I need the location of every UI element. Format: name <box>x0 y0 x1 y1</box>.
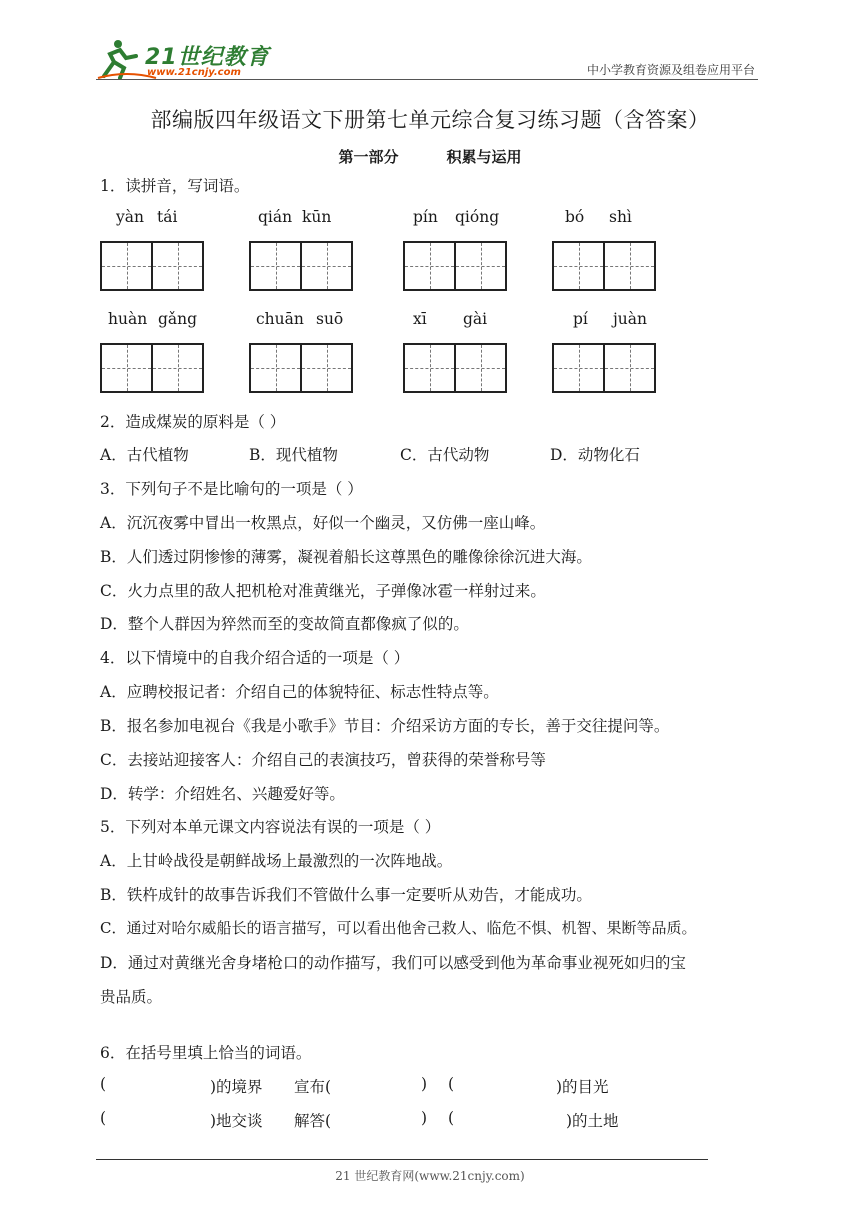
fill-blank-phrase[interactable]: )的目光 <box>556 1078 609 1096</box>
q4-stem: 4．以下情境中的自我介绍合适的一项是（ ） <box>100 649 410 667</box>
q3-stem: 3．下列句子不是比喻句的一项是（ ） <box>100 480 363 498</box>
fill-blank-phrase[interactable]: 宣布( <box>294 1078 332 1096</box>
footer-text[interactable]: 21 世纪教育网(www.21cnjy.com) <box>335 1169 525 1183</box>
fill-blank-open: ( <box>448 1075 455 1093</box>
footer-divider <box>96 1159 708 1160</box>
q2-stem: 2．造成煤炭的原料是（ ） <box>100 413 286 431</box>
pinyin: gǎng <box>158 310 198 328</box>
writing-grid[interactable] <box>552 241 656 291</box>
header-platform-text: 中小学教育资源及组卷应用平台 <box>586 63 755 77</box>
writing-grid[interactable] <box>249 241 353 291</box>
logo-url: www.21cnjy.com <box>147 67 241 78</box>
q5-option-d-continued: 贵品质。 <box>100 988 163 1006</box>
pinyin: pín <box>413 208 438 226</box>
q3-option-a[interactable]: A．沉沉夜雾中冒出一枚黑点，好似一个幽灵，又仿佛一座山峰。 <box>100 514 546 532</box>
pinyin: chuān <box>256 310 304 328</box>
q2-option-a[interactable]: A．古代植物 <box>100 446 189 464</box>
q6-stem: 6．在括号里填上恰当的词语。 <box>100 1044 312 1062</box>
pinyin: gài <box>463 310 488 328</box>
fill-blank-phrase[interactable]: 解答( <box>294 1112 332 1130</box>
fill-blank-open: ( <box>448 1109 455 1127</box>
writing-grid[interactable] <box>100 343 204 393</box>
writing-grid[interactable] <box>100 241 204 291</box>
pinyin: qián <box>258 208 293 226</box>
fill-blank-open: ( <box>100 1109 107 1127</box>
pinyin: qióng <box>455 208 500 226</box>
q4-option-d[interactable]: D．转学：介绍姓名、兴趣爱好等。 <box>100 785 345 803</box>
pinyin: huàn <box>108 310 148 328</box>
q4-option-c[interactable]: C．去接站迎接客人：介绍自己的表演技巧，曾获得的荣誉称号等 <box>100 751 546 769</box>
writing-grid[interactable] <box>249 343 353 393</box>
q4-option-b[interactable]: B．报名参加电视台《我是小歌手》节目：介绍采访方面的专长，善于交往提问等。 <box>100 717 670 735</box>
writing-grid[interactable] <box>403 241 507 291</box>
subtitle-topic: 积累与运用 <box>446 148 522 166</box>
fill-blank-close: ) <box>421 1109 428 1127</box>
pinyin: xī <box>413 310 427 328</box>
pinyin: suō <box>316 310 344 328</box>
pinyin: juàn <box>613 310 648 328</box>
pinyin: pí <box>573 310 588 328</box>
q5-option-c[interactable]: C．通过对哈尔威船长的语言描写，可以看出他舍己救人、临危不惧、机智、果断等品质。 <box>100 919 697 937</box>
pinyin: shì <box>609 208 632 226</box>
logo-text: 21世纪教育 <box>145 45 270 70</box>
q2-option-c[interactable]: C．古代动物 <box>400 446 490 464</box>
pinyin: yàn <box>116 208 144 226</box>
section-subtitle <box>0 146 860 167</box>
fill-blank-phrase[interactable]: )的土地 <box>566 1112 619 1130</box>
writing-grid[interactable] <box>403 343 507 393</box>
pinyin: kūn <box>302 208 332 226</box>
writing-grid[interactable] <box>552 343 656 393</box>
q3-option-b[interactable]: B．人们透过阴惨惨的薄雾，凝视着船长这尊黑色的雕像徐徐沉进大海。 <box>100 548 592 566</box>
fill-blank-phrase[interactable]: )的境界 <box>210 1078 263 1096</box>
q2-option-b[interactable]: B．现代植物 <box>249 446 338 464</box>
q1-stem: 1．读拼音，写词语。 <box>100 177 250 195</box>
page-title: 部编版四年级语文下册第七单元综合复习练习题（含答案） <box>150 108 710 132</box>
subtitle-part: 第一部分 <box>338 148 399 166</box>
pinyin: bó <box>565 208 585 226</box>
pinyin: tái <box>157 208 178 226</box>
fill-blank-close: ) <box>421 1075 428 1093</box>
q5-stem: 5．下列对本单元课文内容说法有误的一项是（ ） <box>100 818 441 836</box>
q5-option-b[interactable]: B．铁杵成针的故事告诉我们不管做什么事一定要听从劝告，才能成功。 <box>100 886 592 904</box>
q3-option-d[interactable]: D．整个人群因为猝然而至的变故简直都像疯了似的。 <box>100 615 469 633</box>
fill-blank-phrase[interactable]: )地交谈 <box>210 1112 263 1130</box>
q4-option-a[interactable]: A．应聘校报记者：介绍自己的体貌特征、标志性特点等。 <box>100 683 499 701</box>
header-divider <box>96 79 758 80</box>
fill-blank-open: ( <box>100 1075 107 1093</box>
q2-option-d[interactable]: D．动物化石 <box>550 446 640 464</box>
q3-option-c[interactable]: C．火力点里的敌人把机枪对准黄继光，子弹像冰雹一样射过来。 <box>100 582 546 600</box>
q5-option-a[interactable]: A．上甘岭战役是朝鲜战场上最激烈的一次阵地战。 <box>100 852 453 870</box>
q5-option-d[interactable]: D．通过对黄继光舍身堵枪口的动作描写，我们可以感受到他为革命事业视死如归的宝 <box>100 954 686 972</box>
